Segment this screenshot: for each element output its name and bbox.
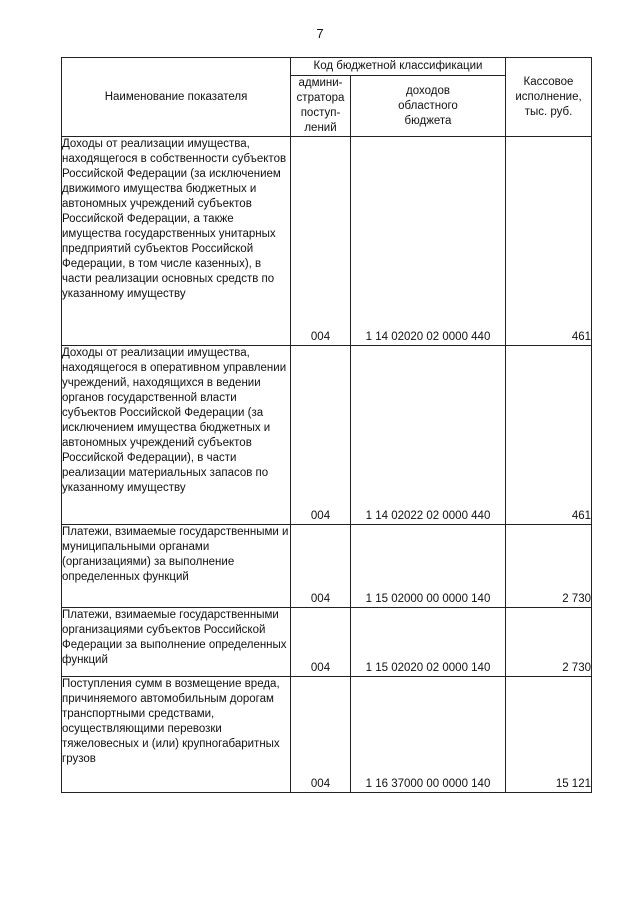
header-revenue-label: доходов областного бюджета: [398, 84, 458, 127]
row-name: Доходы от реализации имущества, находящегося в собственности субъектов Российской Федерации (за исключением движимого имущества бюджетных и автономных учреждений субъектов Российской Федерации, а также имущества государственных унитарных предприятий субъектов Российской Федерации, в том числе казенных), в части реализации основных средств по указанному имуществу: [62, 137, 291, 346]
table-row: [62, 608, 592, 677]
row-admin-code: 004: [291, 677, 351, 793]
header-admin-label: админи- стратора поступ- лений: [296, 77, 345, 134]
row-name: Платежи, взимаемые государственными и муниципальными органами (организациями) за выполнение определенных функций: [62, 525, 291, 608]
row-revenue-code: 1 14 02020 02 0000 440: [351, 137, 506, 346]
row-amount: 2 730: [506, 525, 592, 608]
row-admin-code: 004: [291, 137, 351, 346]
budget-table: [61, 57, 592, 793]
row-revenue-code: 1 15 02020 02 0000 140: [351, 608, 506, 677]
row-admin-code: 004: [291, 525, 351, 608]
row-revenue-code: 1 14 02022 02 0000 440: [351, 346, 506, 525]
row-amount: 15 121: [506, 677, 592, 793]
row-amount: 461: [506, 346, 592, 525]
header-revenue: [351, 76, 506, 137]
table-row: [62, 525, 592, 608]
header-amount: [506, 58, 592, 137]
table-row: [62, 137, 592, 346]
row-revenue-code: 1 15 02000 00 0000 140: [351, 525, 506, 608]
row-admin-code: 004: [291, 608, 351, 677]
table-row: [62, 346, 592, 525]
row-amount: 461: [506, 137, 592, 346]
row-amount: 2 730: [506, 608, 592, 677]
row-name: Платежи, взимаемые государственными организациями субъектов Российской Федерации за выполнение определенных функций: [62, 608, 291, 677]
table-row: [62, 677, 592, 793]
header-amount-label: Кассовое исполнение, тыс. руб.: [515, 75, 582, 118]
row-name: Доходы от реализации имущества, находящегося в оперативном управлении учреждений, находящихся в ведении органов государственной власти субъектов Российской Федерации (за исключением имущества бюджетных и автономных учреждений субъектов Российской Федерации), в части реализации материальных запасов по указанному имуществу: [62, 346, 291, 525]
row-name: Поступления сумм в возмещение вреда, причиняемого автомобильным дорогам транспортными средствами, осуществляющими перевозки тяжеловесных и (или) крупногабаритных грузов: [62, 677, 291, 793]
header-admin: [291, 76, 351, 137]
row-revenue-code: 1 16 37000 00 0000 140: [351, 677, 506, 793]
page-number: 7: [316, 26, 324, 41]
row-admin-code: 004: [291, 346, 351, 525]
header-code-group: Код бюджетной классификации: [291, 58, 506, 76]
header-name: Наименование показателя: [62, 58, 291, 137]
